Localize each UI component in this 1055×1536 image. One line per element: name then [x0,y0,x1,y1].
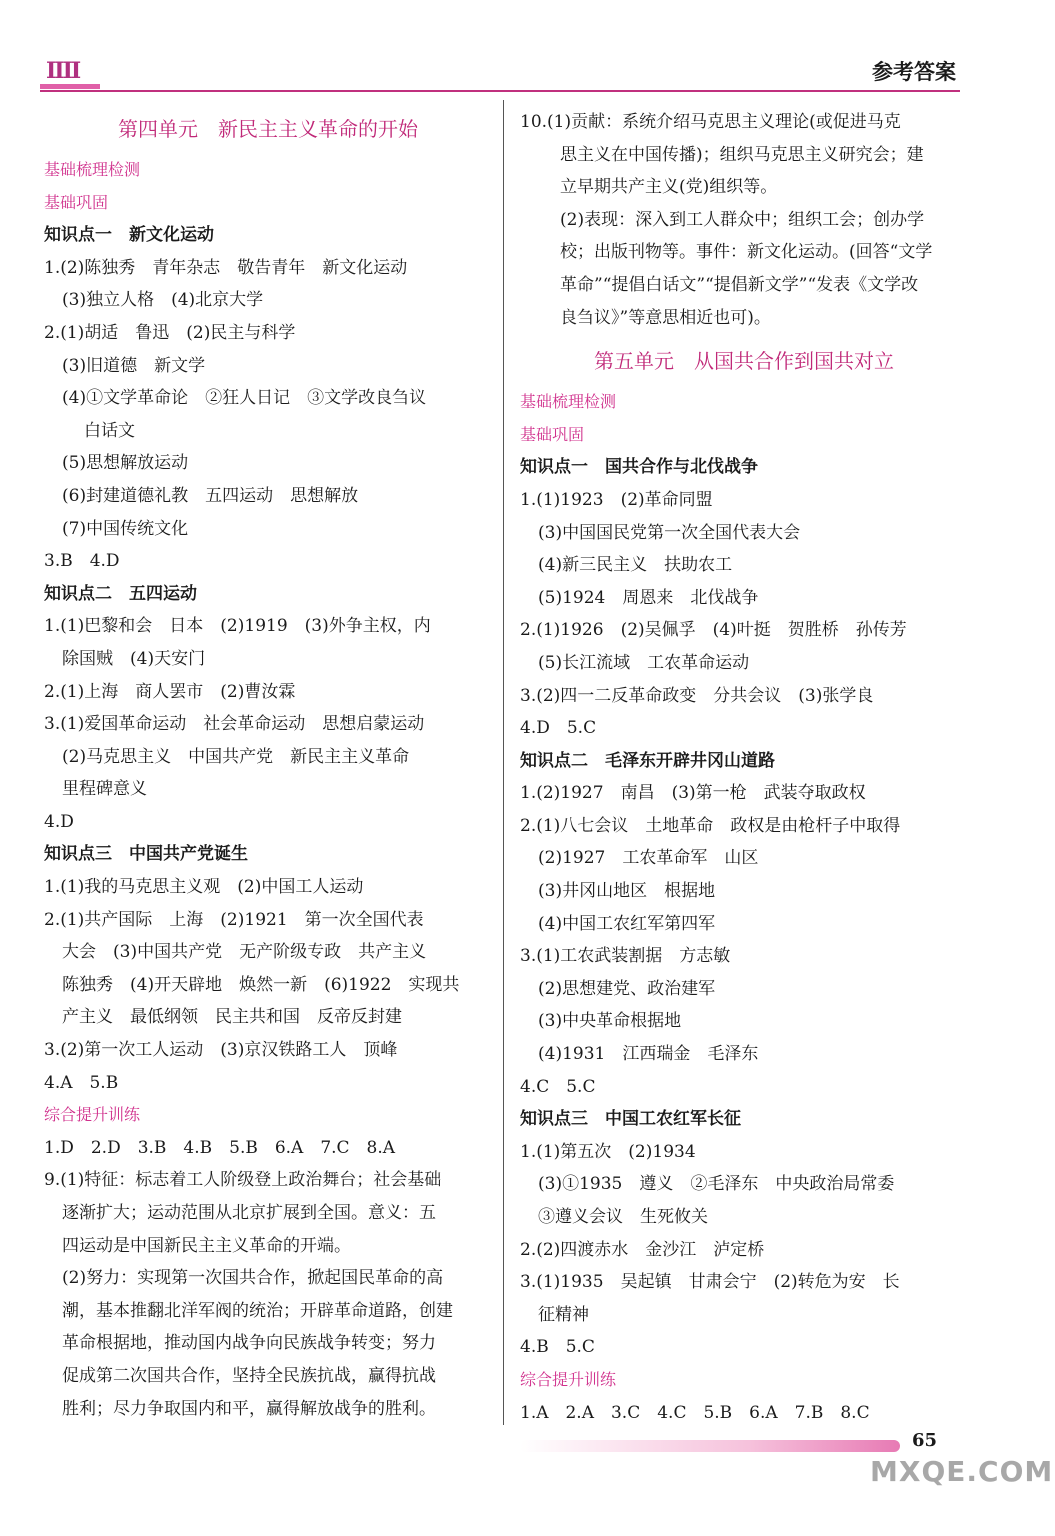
answer-line: (4)新三民主义 扶助农工 [538,555,733,576]
answer-line: 1.(1)我的马克思主义观 (2)中国工人运动 [44,877,364,898]
answer-line: (5)1924 周恩来 北伐战争 [538,587,759,608]
answer-line: 1.(1)第五次 (2)1934 [520,1141,696,1162]
answer-line: 4.C 5.C [520,1076,596,1097]
answer-line: 1.A 2.A 3.C 4.C 5.B 6.A 7.B 8.C [520,1402,870,1423]
answer-line: 10.(1)贡献：系统介绍马克思主义理论(或促进马克 [520,112,901,132]
answer-line: (7)中国传统文化 [62,518,189,539]
left-answer-list [44,154,492,1425]
answer-line: 2.(1)八七会议 土地革命 政权是由枪杆子中取得 [520,815,901,836]
answer-line: 1.(2)陈独秀 青年杂志 敬告青年 新文化运动 [44,257,408,278]
answer-line: 4.D [44,811,74,832]
answer-line: 1.(2)1927 南昌 (3)第一枪 武装夺取政权 [520,783,866,804]
answer-line: (2)表现：深入到工人群众中；组织工会；创办学 [560,209,925,230]
section-heading: 综合提升训练 [520,1369,617,1389]
answer-line: (3)中央革命根据地 [538,1011,682,1032]
answer-line: 逐渐扩大；运动范围从北京扩展到全国。意义：五 [62,1203,436,1223]
header-title: 参考答案 [872,60,956,84]
answer-line: 陈独秀 (4)开天辟地 焕然一新 (6)1922 实现共 [62,974,460,995]
answer-line: 里程碑意义 [62,779,147,800]
answer-line: 3.(1)工农武装割据 方志敏 [520,946,731,967]
answer-line: 3.(1)1935 吴起镇 甘肃会宁 (2)转危为安 长 [520,1272,900,1293]
answer-line: (5)长江流域 工农革命运动 [538,652,750,673]
answer-line: 2.(1)上海 商人罢市 (2)曹汝霖 [44,681,296,702]
page-number: 65 [912,1430,938,1451]
answer-line: ③遵义会议 生死攸关 [538,1207,708,1227]
answer-line: (5)思想解放运动 [62,453,189,474]
answer-line: 产主义 最低纲领 民主共和国 反帝反封建 [62,1007,402,1028]
answer-line: 四运动是中国新民主主义革命的开端。 [62,1235,351,1256]
knowledge-point-heading: 知识点二 毛泽东开辟井冈山道路 [520,750,775,771]
logo-accent-bar [40,84,100,89]
answer-line: 胜利；尽力争取国内和平，赢得解放战争的胜利。 [62,1398,436,1419]
answer-line: 3.(2)第一次工人运动 (3)京汉铁路工人 顶峰 [44,1040,398,1061]
answer-line: 4.D 5.C [520,718,597,739]
answer-line: (2)努力：实现第一次国共合作，掀起国民革命的高 [62,1268,444,1289]
answer-line: 征精神 [538,1304,589,1325]
answer-line: 立早期共产主义(党)组织等。 [560,177,778,198]
answer-line: (2)马克思主义 中国共产党 新民主主义革命 [62,746,410,767]
answer-line: 1.(1)1923 (2)革命同盟 [520,489,713,510]
answer-line: 革命”“提倡白话文”“提倡新文学”“发表《文学改 [560,274,919,295]
watermark-logo: MXQE.COM [870,1455,1054,1488]
answer-line: 校；出版刊物等。事件：新文化运动。(回答“文学 [560,242,933,263]
section-heading: 基础梳理检测 [520,392,617,412]
knowledge-point-heading: 知识点一 新文化运动 [44,225,214,246]
answer-line: 3.B 4.D [44,551,120,572]
answer-line: 潮，基本推翻北洋军阀的统治；开辟革命道路，创建 [62,1300,453,1321]
answer-line: (2)思想建党、政治建军 [538,978,716,999]
book-logo-icon: IIII [46,58,80,84]
header-rule [40,90,960,92]
answer-line: (4)①文学革命论 ②狂人日记 ③文学改良刍议 [62,388,427,409]
knowledge-point-heading: 知识点一 国共合作与北伐战争 [520,457,758,478]
footer-bar [520,1440,900,1452]
answer-line: 9.(1)特征：标志着工人阶级登上政治舞台；社会基础 [44,1170,442,1191]
answer-line: 除国贼 (4)天安门 [62,648,206,669]
section-heading: 基础巩固 [44,192,109,212]
unit-title: 第五单元 从国共合作到国共对立 [594,349,894,374]
answer-line: 4.B 5.C [520,1337,595,1358]
answer-line: 良刍议》”等意思相近也可)。 [560,307,771,328]
answer-line: 1.D 2.D 3.B 4.B 5.B 6.A 7.C 8.A [44,1137,396,1158]
answer-line: (2)1927 工农革命军 山区 [538,848,759,869]
knowledge-point-heading: 知识点二 五四运动 [44,583,197,604]
answer-line: (3)井冈山地区 根据地 [538,881,716,902]
answer-line: 2.(1)胡适 鲁迅 (2)民主与科学 [44,322,296,343]
answer-line: 3.(1)爱国革命运动 社会革命运动 思想启蒙运动 [44,714,425,735]
section-heading: 综合提升训练 [44,1105,141,1125]
right-answer-list [520,386,968,1429]
section-heading: 基础梳理检测 [44,160,141,179]
answer-line: 2.(1)1926 (2)吴佩孚 (4)叶挺 贺胜桥 孙传芳 [520,620,907,641]
answer-line: (4)1931 江西瑞金 毛泽东 [538,1044,759,1065]
answer-line: 白话文 [84,420,135,441]
right-continued-answers [520,106,968,334]
knowledge-point-heading: 知识点三 中国工农红军长征 [520,1109,741,1130]
answer-line: (3)旧道德 新文学 [62,355,206,376]
answer-line: (3)独立人格 (4)北京大学 [62,290,264,311]
answer-line: 革命根据地，推动国内战争向民族战争转变；努力 [62,1333,436,1354]
answer-line: 思主义在中国传播)；组织马克思主义研究会；建 [560,144,924,165]
answer-line: 2.(2)四渡赤水 金沙江 泸定桥 [520,1239,765,1260]
column-divider [503,100,504,1425]
page-header [40,52,960,98]
answer-line: 2.(1)共产国际 上海 (2)1921 第一次全国代表 [44,909,424,930]
answer-line: 4.A 5.B [44,1072,119,1093]
left-column [44,106,492,1425]
right-column [520,106,968,1429]
answer-line: 大会 (3)中国共产党 无产阶级专政 共产主义 [62,942,427,963]
answer-line: 1.(1)巴黎和会 日本 (2)1919 (3)外争主权，内 [44,616,431,637]
unit-title: 第四单元 新民主主义革命的开始 [118,117,418,141]
answer-line: (3)中国国民党第一次全国代表大会 [538,522,801,543]
knowledge-point-heading: 知识点三 中国共产党诞生 [44,844,248,865]
answer-line: (3)①1935 遵义 ②毛泽东 中央政治局常委 [538,1174,895,1195]
answer-line: (6)封建道德礼教 五四运动 思想解放 [62,485,359,506]
answer-line: 促成第二次国共合作，坚持全民族抗战，赢得抗战 [62,1365,436,1386]
answer-line: (4)中国工农红军第四军 [538,913,716,934]
section-heading: 基础巩固 [520,424,585,444]
answer-line: 3.(2)四一二反革命政变 分共会议 (3)张学良 [520,685,874,706]
